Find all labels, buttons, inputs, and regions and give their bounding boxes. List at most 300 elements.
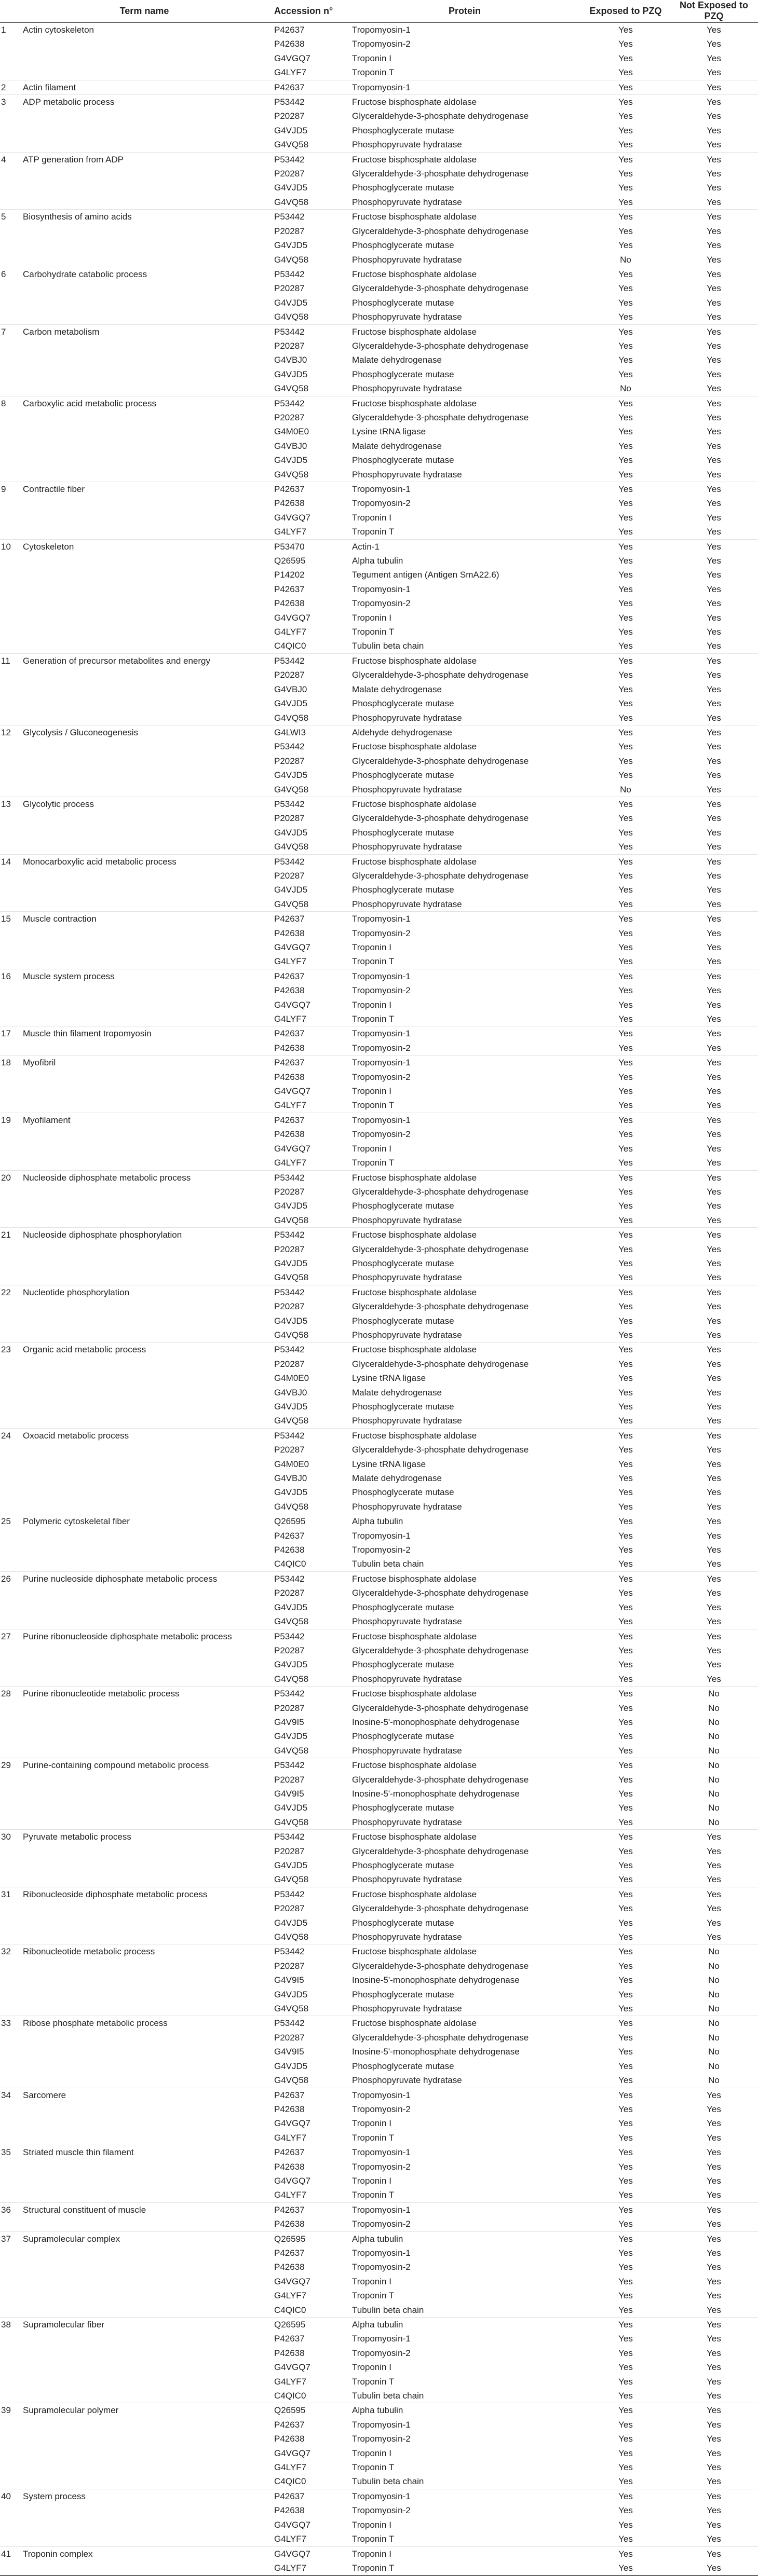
not-exposed-cell: Yes xyxy=(707,1903,721,1914)
table-row xyxy=(0,897,758,912)
accession-cell: G4VQ58 xyxy=(274,1272,309,1283)
not-exposed-cell: Yes xyxy=(707,1043,721,1053)
term-name xyxy=(19,1586,270,1600)
protein-cell: Phosphoglycerate mutase xyxy=(352,1660,454,1670)
table-row xyxy=(0,2073,758,2088)
term-number: 7 xyxy=(0,324,19,339)
term-number xyxy=(0,2116,19,2130)
protein-cell: Troponin I xyxy=(352,1086,391,1097)
protein-cell: Tropomyosin-2 xyxy=(352,928,411,938)
table-row xyxy=(0,65,758,80)
term-name: Glycolysis / Gluconeogenesis xyxy=(19,725,270,739)
term-number xyxy=(0,496,19,510)
accession-cell: G4VQ58 xyxy=(274,383,309,394)
table-row xyxy=(0,2202,758,2217)
exposed-cell: Yes xyxy=(618,427,633,437)
protein-cell: Phosphoglycerate mutase xyxy=(352,1803,454,1813)
protein-cell: Glyceraldehyde-3-phosphate dehydrogenase xyxy=(352,1186,529,1197)
accession-cell: G4M0E0 xyxy=(274,1459,309,1469)
exposed-cell: Yes xyxy=(618,584,633,594)
accession-cell: P42637 xyxy=(270,969,348,983)
not-exposed-cell: Yes xyxy=(707,2219,721,2229)
term-name xyxy=(19,2360,270,2374)
not-exposed-cell: Yes xyxy=(707,512,721,523)
protein-cell: Troponin T xyxy=(352,2132,395,2143)
table-row xyxy=(0,568,758,582)
term-number xyxy=(0,883,19,897)
accession-cell: G4VQ58 xyxy=(274,140,309,150)
exposed-cell: Yes xyxy=(618,2219,633,2229)
table-row xyxy=(0,1428,758,1443)
not-exposed-cell: Yes xyxy=(670,1170,758,1185)
protein-cell: Troponin T xyxy=(352,2534,395,2544)
accession-cell: P42638 xyxy=(274,39,305,49)
protein-cell: Fructose bisphosphate aldolase xyxy=(352,742,477,752)
not-exposed-cell: Yes xyxy=(670,1026,758,1041)
exposed-cell: No xyxy=(620,254,631,265)
term-name xyxy=(19,1098,270,1113)
term-name xyxy=(19,1959,270,1973)
table-row xyxy=(0,181,758,195)
term-name xyxy=(19,754,270,768)
term-name: Muscle contraction xyxy=(19,912,270,926)
not-exposed-cell: Yes xyxy=(707,1616,721,1627)
not-exposed-cell: Yes xyxy=(707,1846,721,1856)
term-number xyxy=(0,840,19,854)
accession-cell: G4VJD5 xyxy=(274,698,308,709)
table-row xyxy=(0,682,758,696)
protein-cell: Phosphoglycerate mutase xyxy=(352,369,454,379)
term-number xyxy=(0,2518,19,2532)
table-row xyxy=(0,1586,758,1600)
term-number xyxy=(0,1801,19,1815)
term-number xyxy=(0,926,19,940)
table-row xyxy=(0,1457,758,1471)
protein-cell: Phosphopyruvate hydratase xyxy=(352,784,462,794)
exposed-cell: Yes xyxy=(581,2145,670,2160)
not-exposed-cell: Yes xyxy=(707,1559,721,1569)
term-number: 20 xyxy=(0,1170,19,1185)
accession-cell: G4VJD5 xyxy=(274,1487,308,1498)
term-name: Oxoacid metabolic process xyxy=(19,1428,270,1443)
table-row xyxy=(0,2318,758,2332)
not-exposed-cell: Yes xyxy=(707,355,721,365)
accession-cell: G4VJD5 xyxy=(274,1201,308,1211)
term-number xyxy=(0,1543,19,1557)
not-exposed-cell: Yes xyxy=(670,1228,758,1242)
accession-cell: G4V9I5 xyxy=(274,1788,304,1799)
table-row xyxy=(0,1314,758,1328)
term-number xyxy=(0,195,19,210)
header-not-exposed: Not Exposed to PZQ xyxy=(670,0,758,22)
exposed-cell: Yes xyxy=(618,1745,633,1756)
protein-cell: Glyceraldehyde-3-phosphate dehydrogenase xyxy=(352,226,529,236)
term-name xyxy=(19,2131,270,2145)
accession-cell: P42637 xyxy=(270,80,348,94)
table-row xyxy=(0,396,758,410)
table-row xyxy=(0,2389,758,2403)
term-name xyxy=(19,2160,270,2174)
accession-cell: G4VQ58 xyxy=(274,1745,309,1756)
table-row xyxy=(0,124,758,138)
exposed-cell: Yes xyxy=(581,1170,670,1185)
term-name xyxy=(19,2260,270,2274)
term-number xyxy=(0,2031,19,2045)
table-row xyxy=(0,22,758,37)
term-number xyxy=(0,1270,19,1285)
term-number xyxy=(0,1916,19,1930)
not-exposed-cell: No xyxy=(670,1687,758,1701)
table-row xyxy=(0,324,758,339)
protein-cell: Tropomyosin-1 xyxy=(348,2145,581,2160)
protein-cell: Inosine-5'-monophosphate dehydrogenase xyxy=(352,1717,520,1727)
table-row xyxy=(0,2274,758,2289)
protein-cell: Tubulin beta chain xyxy=(352,2391,424,2401)
term-number: 36 xyxy=(0,2202,19,2217)
term-name xyxy=(19,1012,270,1026)
term-number xyxy=(0,2102,19,2116)
accession-cell: C4QIC0 xyxy=(274,2476,306,2487)
term-number xyxy=(0,1414,19,1428)
table-row xyxy=(0,1916,758,1930)
exposed-cell: Yes xyxy=(581,1285,670,1299)
protein-cell: Lysine tRNA ligase xyxy=(352,427,426,437)
table-row xyxy=(0,1973,758,1987)
term-name xyxy=(19,1500,270,1514)
exposed-cell: Yes xyxy=(581,1056,670,1070)
term-number xyxy=(0,453,19,467)
accession-cell: P53442 xyxy=(270,653,348,668)
protein-cell: Phosphopyruvate hydratase xyxy=(352,1745,462,1756)
exposed-cell: Yes xyxy=(618,1387,633,1397)
not-exposed-cell: No xyxy=(708,1961,720,1971)
accession-cell: G4VJD5 xyxy=(274,1660,308,1670)
term-number xyxy=(0,2045,19,2059)
term-number xyxy=(0,2160,19,2174)
term-name xyxy=(19,711,270,725)
table-row xyxy=(0,1801,758,1815)
protein-cell: Malate dehydrogenase xyxy=(352,1473,442,1484)
term-number: 40 xyxy=(0,2489,19,2503)
accession-cell: P20287 xyxy=(274,1846,305,1856)
not-exposed-cell: Yes xyxy=(707,1387,721,1397)
term-name xyxy=(19,682,270,696)
not-exposed-cell: Yes xyxy=(707,556,721,566)
term-name xyxy=(19,37,270,51)
protein-cell: Troponin I xyxy=(352,2362,391,2373)
term-number xyxy=(0,1213,19,1228)
table-row xyxy=(0,811,758,825)
term-number: 8 xyxy=(0,396,19,410)
term-name: Myofilament xyxy=(19,1113,270,1127)
exposed-cell: Yes xyxy=(618,2190,633,2200)
accession-cell: G4VQ58 xyxy=(274,1416,309,1426)
exposed-cell: Yes xyxy=(618,1215,633,1225)
exposed-cell: Yes xyxy=(618,928,633,938)
accession-cell: P53442 xyxy=(270,1428,348,1443)
term-number xyxy=(0,1485,19,1499)
accession-cell: P53442 xyxy=(270,1944,348,1959)
exposed-cell: Yes xyxy=(618,355,633,365)
exposed-cell: Yes xyxy=(618,1143,633,1154)
term-number: 4 xyxy=(0,152,19,167)
protein-cell: Phosphopyruvate hydratase xyxy=(352,1501,462,1512)
table-row xyxy=(0,1098,758,1113)
not-exposed-cell: No xyxy=(708,2047,720,2057)
exposed-cell: Yes xyxy=(581,1342,670,1357)
term-name xyxy=(19,1672,270,1687)
table-row xyxy=(0,1872,758,1887)
protein-cell: Glyceraldehyde-3-phosphate dehydrogenase xyxy=(352,1903,529,1914)
protein-cell: Tropomyosin-1 xyxy=(348,2489,581,2503)
accession-cell: P53442 xyxy=(270,1285,348,1299)
exposed-cell: Yes xyxy=(618,2061,633,2071)
table-row xyxy=(0,37,758,51)
not-exposed-cell: Yes xyxy=(707,2291,721,2301)
term-name xyxy=(19,253,270,267)
not-exposed-cell: Yes xyxy=(707,670,721,680)
protein-cell: Troponin T xyxy=(352,527,395,537)
term-name xyxy=(19,1872,270,1887)
exposed-cell: Yes xyxy=(618,39,633,49)
table-body xyxy=(0,22,758,2575)
not-exposed-cell: Yes xyxy=(670,80,758,94)
exposed-cell: Yes xyxy=(618,1402,633,1412)
not-exposed-cell: Yes xyxy=(707,1215,721,1225)
not-exposed-cell: Yes xyxy=(670,152,758,167)
accession-cell: G4VJD5 xyxy=(274,770,308,780)
accession-cell: Q26595 xyxy=(270,2403,348,2418)
not-exposed-cell: Yes xyxy=(707,1373,721,1383)
exposed-cell: Yes xyxy=(618,1674,633,1684)
exposed-cell: Yes xyxy=(618,770,633,780)
exposed-cell: Yes xyxy=(618,2175,633,2186)
accession-cell: G4V9I5 xyxy=(274,1975,304,1985)
not-exposed-cell: Yes xyxy=(707,2391,721,2401)
protein-cell: Phosphoglycerate mutase xyxy=(352,455,454,465)
table-row xyxy=(0,1127,758,1141)
protein-cell: Malate dehydrogenase xyxy=(352,1387,442,1397)
not-exposed-cell: Yes xyxy=(670,2202,758,2217)
not-exposed-cell: No xyxy=(708,2032,720,2043)
term-name xyxy=(19,109,270,123)
exposed-cell: Yes xyxy=(581,152,670,167)
table-row xyxy=(0,2432,758,2446)
exposed-cell: Yes xyxy=(618,756,633,766)
exposed-cell: Yes xyxy=(581,2231,670,2246)
not-exposed-cell: No xyxy=(708,1731,720,1742)
table-row xyxy=(0,80,758,94)
term-number: 12 xyxy=(0,725,19,739)
exposed-cell: Yes xyxy=(618,2519,633,2530)
table-row xyxy=(0,51,758,65)
exposed-cell: Yes xyxy=(618,670,633,680)
not-exposed-cell: Yes xyxy=(670,267,758,281)
exposed-cell: Yes xyxy=(618,1588,633,1598)
term-number xyxy=(0,754,19,768)
table-row xyxy=(0,1156,758,1170)
term-name xyxy=(19,568,270,582)
exposed-cell: Yes xyxy=(581,854,670,869)
protein-cell: Troponin T xyxy=(352,1014,395,1024)
table-row xyxy=(0,1600,758,1614)
table-row xyxy=(0,152,758,167)
not-exposed-cell: Yes xyxy=(707,441,721,451)
table-row xyxy=(0,381,758,396)
accession-cell: P42638 xyxy=(274,2434,305,2444)
table-row xyxy=(0,2474,758,2489)
exposed-cell: Yes xyxy=(618,1660,633,1670)
table-row xyxy=(0,511,758,525)
table-row xyxy=(0,1815,758,1830)
accession-cell: G4VQ58 xyxy=(274,1215,309,1225)
protein-cell: Tegument antigen (Antigen SmA22.6) xyxy=(352,570,499,580)
term-name: Nucleoside diphosphate metabolic process xyxy=(19,1170,270,1185)
protein-cell: Phosphoglycerate mutase xyxy=(352,698,454,709)
not-exposed-cell: Yes xyxy=(707,1487,721,1498)
table-row xyxy=(0,468,758,482)
term-name: Purine-containing compound metabolic process xyxy=(19,1758,270,1773)
table-row xyxy=(0,2160,758,2174)
accession-cell: P42638 xyxy=(274,2104,305,2114)
exposed-cell: Yes xyxy=(618,498,633,509)
accession-cell: G4LYF7 xyxy=(274,2291,307,2301)
table-row xyxy=(0,1084,758,1098)
not-exposed-cell: Yes xyxy=(707,899,721,909)
protein-cell: Tropomyosin-1 xyxy=(352,1530,411,1541)
term-number xyxy=(0,1443,19,1457)
not-exposed-cell: Yes xyxy=(707,1501,721,1512)
term-number xyxy=(0,1357,19,1371)
term-name xyxy=(19,1156,270,1170)
accession-cell: P20287 xyxy=(274,813,305,824)
protein-cell: Troponin T xyxy=(352,956,395,967)
protein-cell: Alpha tubulin xyxy=(348,2318,581,2332)
not-exposed-cell: Yes xyxy=(707,2434,721,2444)
table-row xyxy=(0,2116,758,2130)
protein-cell: Fructose bisphosphate aldolase xyxy=(348,1758,581,1773)
not-exposed-cell: No xyxy=(708,1989,720,1999)
accession-cell: C4QIC0 xyxy=(274,2305,306,2315)
term-number xyxy=(0,1242,19,1256)
not-exposed-cell: Yes xyxy=(707,1860,721,1870)
exposed-cell: Yes xyxy=(618,2075,633,2086)
not-exposed-cell: Yes xyxy=(707,2534,721,2544)
not-exposed-cell: Yes xyxy=(670,482,758,497)
exposed-cell: Yes xyxy=(581,482,670,497)
not-exposed-cell: Yes xyxy=(707,1330,721,1340)
table-row xyxy=(0,353,758,367)
protein-cell: Phosphoglycerate mutase xyxy=(352,1316,454,1326)
exposed-cell: Yes xyxy=(618,942,633,952)
term-name xyxy=(19,1414,270,1428)
protein-cell: Alpha tubulin xyxy=(352,556,403,566)
not-exposed-cell: Yes xyxy=(707,1932,721,1942)
table-row xyxy=(0,2174,758,2188)
term-number xyxy=(0,281,19,295)
term-number xyxy=(0,998,19,1012)
accession-cell: G4VQ58 xyxy=(274,197,309,207)
exposed-cell: Yes xyxy=(618,641,633,651)
not-exposed-cell: Yes xyxy=(707,1186,721,1197)
term-number xyxy=(0,1787,19,1801)
protein-cell: Troponin I xyxy=(352,2118,391,2129)
protein-cell: Phosphoglycerate mutase xyxy=(352,770,454,780)
table-row xyxy=(0,1830,758,1844)
exposed-cell: Yes xyxy=(618,742,633,752)
term-number xyxy=(0,1744,19,1758)
term-number xyxy=(0,1701,19,1715)
table-row xyxy=(0,2145,758,2160)
term-name xyxy=(19,468,270,482)
accession-cell: G4LYF7 xyxy=(274,2190,307,2200)
term-name xyxy=(19,2059,270,2073)
accession-cell: G4VGQ7 xyxy=(274,999,310,1010)
term-number xyxy=(0,696,19,710)
term-name xyxy=(19,2045,270,2059)
term-number xyxy=(0,2246,19,2260)
not-exposed-cell: No xyxy=(708,1774,720,1785)
term-number xyxy=(0,739,19,753)
exposed-cell: Yes xyxy=(581,912,670,926)
header-protein: Protein xyxy=(348,0,581,22)
table-row xyxy=(0,1142,758,1156)
protein-cell: Malate dehydrogenase xyxy=(352,684,442,694)
accession-cell: G4VGQ7 xyxy=(274,942,310,952)
term-name: Cytoskeleton xyxy=(19,539,270,554)
term-name xyxy=(19,1729,270,1743)
not-exposed-cell: Yes xyxy=(670,1113,758,1127)
term-name: Purine ribonucleotide metabolic process xyxy=(19,1687,270,1701)
accession-cell: P20287 xyxy=(274,756,305,766)
accession-cell: G4LYF7 xyxy=(274,1100,307,1111)
exposed-cell: Yes xyxy=(618,512,633,523)
term-name xyxy=(19,424,270,439)
exposed-cell: Yes xyxy=(618,1989,633,1999)
table-row xyxy=(0,1557,758,1571)
table-row xyxy=(0,2231,758,2246)
term-name: Biosynthesis of amino acids xyxy=(19,210,270,224)
term-name xyxy=(19,1070,270,1084)
term-number xyxy=(0,611,19,625)
table-row xyxy=(0,1285,758,1299)
accession-cell: P42638 xyxy=(274,1545,305,1555)
not-exposed-cell: Yes xyxy=(670,2561,758,2575)
table-row xyxy=(0,983,758,997)
term-number: 28 xyxy=(0,1687,19,1701)
term-number xyxy=(0,2073,19,2088)
term-number xyxy=(0,353,19,367)
table-row xyxy=(0,296,758,310)
protein-cell: Troponin I xyxy=(352,942,391,952)
accession-cell: G4VGQ7 xyxy=(274,612,310,623)
table-row xyxy=(0,2260,758,2274)
accession-cell: G4VJD5 xyxy=(274,1989,308,1999)
accession-cell: P42637 xyxy=(270,1056,348,1070)
table-row xyxy=(0,1701,758,1715)
term-number xyxy=(0,668,19,682)
term-name xyxy=(19,926,270,940)
accession-cell: G4VQ58 xyxy=(274,1874,309,1885)
term-name xyxy=(19,2174,270,2188)
table-row xyxy=(0,1242,758,1256)
not-exposed-cell: No xyxy=(708,1817,720,1827)
term-number: 21 xyxy=(0,1228,19,1242)
table-row xyxy=(0,2031,758,2045)
exposed-cell: Yes xyxy=(618,1717,633,1727)
term-number xyxy=(0,954,19,969)
term-number: 35 xyxy=(0,2145,19,2160)
